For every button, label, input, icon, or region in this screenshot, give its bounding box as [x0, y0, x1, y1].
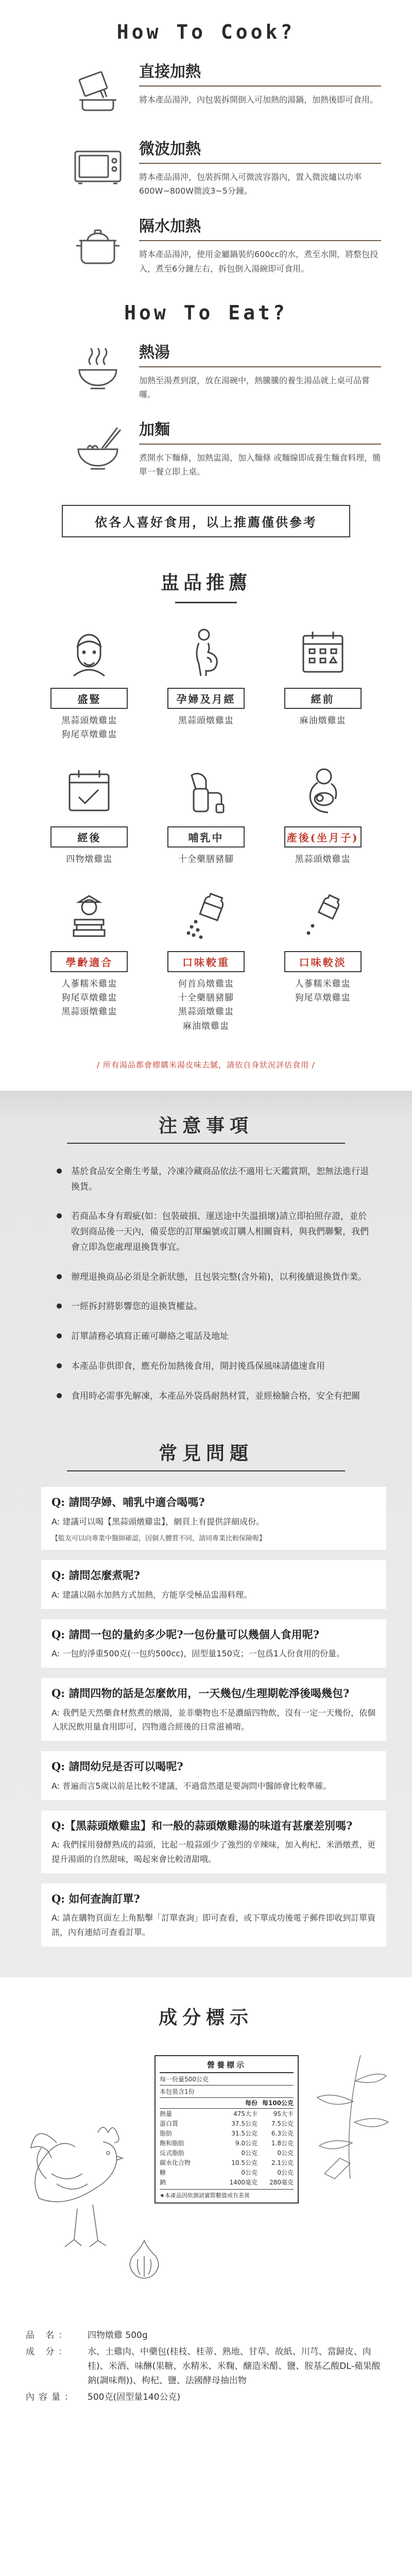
recommend-item: 黑蒜頭燉雞盅: [295, 854, 351, 865]
faq-question: Q: 請問孕婦、哺乳中適合喝嗎?: [52, 1496, 205, 1509]
recommend-items: [295, 853, 351, 867]
faq-title: 常見問題: [158, 1443, 253, 1465]
recommend-label: 產後(坐月子): [284, 826, 362, 848]
notice-item: [57, 1299, 371, 1315]
faq-item: [41, 1678, 386, 1741]
notice-text: 若商品本身有瑕疵(如：包裝破損、運送途中失溫損壞)請立即拍照存證，並於收到商品後一天內，備妥您的訂單編號或訂購人相關資料，與我們聯繫，我們會立即為您處理退換貨事宜。: [71, 1211, 369, 1252]
eat-method-hot-soup: [0, 340, 412, 401]
nutrient-name: 反式脂肪: [160, 2149, 185, 2157]
nutrition-column-header: [160, 2098, 294, 2109]
eat-method-desc: 煮開水下麵條，加熱盅湯，加入麵條 或麵線即成養生麵食料理，簡單一餐立即上桌。: [139, 453, 381, 477]
cook-method-direct: [0, 59, 412, 121]
nutrition-row: [160, 2167, 294, 2177]
cook-method-title: 直接加熱: [139, 59, 381, 87]
nutrition-row: [160, 2177, 294, 2187]
faq-note: 【監友可以向專業中醫師確認，因個人體質不同，請同專業比較保險喔】: [52, 1535, 266, 1543]
bullet-icon: [57, 1168, 62, 1174]
faq-question: Q: 請問四物的話是怎麼飲用，一天幾包/生理期乾淨後喝幾包?: [52, 1687, 350, 1700]
recommend-label: 口味較重: [167, 951, 245, 972]
cook-method-desc: 將本產品湯沖，包裝拆開入可微波容器內，置入微波爐以功率600W~800W微波3~5分鐘。: [139, 172, 362, 196]
noodle-bowl-icon: [67, 417, 129, 479]
recommend-items: [66, 853, 112, 867]
nutrient-name: 飽和脂肪: [160, 2139, 185, 2147]
info-key: 成 分：: [26, 2346, 72, 2357]
nutrient-per-serving: 475大卡: [233, 2110, 258, 2117]
salt-shaker-icon: [178, 887, 234, 944]
nutrition-area: [0, 2040, 412, 2328]
recommend-items: [178, 853, 234, 867]
elder-icon: [61, 624, 117, 681]
nutrient-per-serving: 37.5公克: [231, 2120, 258, 2127]
nutrition-footnote: ★本產品因依測試實際數值或有差異: [160, 2189, 294, 2199]
nutrient-per-serving: 1400毫克: [229, 2178, 258, 2186]
nutrient-per-100g: 6.3公克: [271, 2129, 294, 2137]
nutrient-name: 鈉: [160, 2178, 166, 2186]
hot-bowl-icon: [67, 340, 129, 401]
recommend-group: [264, 887, 381, 1033]
recommend-group: [148, 762, 265, 867]
faq-item: [41, 1751, 386, 1800]
eat-method-title: 熱湯: [139, 340, 381, 367]
recommend-item: 黑蒜頭燉雞盅: [61, 1007, 117, 1018]
nutrition-row: [160, 2148, 294, 2158]
notice-faq-panel: [0, 1091, 412, 1977]
nutrient-per-100g: 0公克: [277, 2149, 294, 2157]
recommend-items: [61, 714, 117, 742]
notice-item: [57, 1209, 371, 1255]
notice-text: 訂單請務必填寫正確可聯絡之電話及地址: [71, 1331, 229, 1342]
pregnant-icon: [178, 624, 234, 681]
notice-text: 辦理退換商品必須是全新狀態，且包裝完整(含外箱)，以利後續退換貨作業。: [71, 1272, 367, 1282]
recommend-label: 經前: [284, 688, 362, 709]
calendar-check-icon: [61, 762, 117, 819]
recommend-label: 孕婦及月經: [167, 688, 245, 709]
nutrition-facts-table: [154, 2055, 299, 2204]
recommend-item: 麻油燉雞盅: [299, 715, 346, 726]
nutrition-serving-size: [160, 2073, 294, 2086]
recommend-item: 狗尾草燉雞盅: [61, 729, 117, 740]
recommend-item: 麻油燉雞盅: [182, 1021, 229, 1031]
nutrient-per-100g: 1.8公克: [271, 2139, 294, 2147]
nutrient-per-100g: 280毫克: [269, 2178, 294, 2186]
recommend-label: 經後: [50, 826, 128, 848]
cook-method-title: 隔水加熱: [139, 213, 381, 241]
serving-size: 每一份量500公克: [160, 2075, 209, 2083]
recommend-item: 何首烏燉雞盅: [178, 979, 234, 990]
nutrient-per-100g: 0公克: [277, 2168, 294, 2176]
recommend-item: 狗尾草燉雞盅: [295, 993, 351, 1004]
cook-method-desc: 將本產品湯沖，使用金屬鍋裝約600cc的水，煮至水開，將整包投入，煮至6分鐘左右，拆包倒入湯碗即可食用。: [139, 249, 379, 274]
faq-question: Q: 請問怎麼煮呢?: [52, 1569, 140, 1582]
info-value: 500克(固型量140公克): [88, 2392, 181, 2402]
notice-item: [57, 1329, 371, 1345]
faq-item: [41, 1487, 386, 1550]
recommend-items: [300, 714, 346, 728]
nutrient-name: 熱量: [160, 2110, 173, 2117]
info-key: 品 名：: [26, 2330, 72, 2341]
nutrient-per-serving: 0公克: [241, 2168, 258, 2176]
notice-text: 基於食品安全衛生考量，冷凍冷藏商品依法不適用七天鑑賞期，恕無法進行退換貨。: [71, 1166, 369, 1192]
nutrient-name: 糖: [160, 2168, 166, 2176]
faq-answer: A: 普遍而言5歲以前是比較不建議，不過當然還是要詢問中醫師會比較準確。: [52, 1781, 332, 1791]
bullet-icon: [57, 1213, 62, 1218]
nutrition-row: [160, 2119, 294, 2128]
recommend-group: [148, 624, 265, 742]
recommend-title: 盅品推薦: [160, 571, 251, 594]
herb-illustration-icon: [304, 2050, 397, 2186]
nutrition-title: 成分標示: [158, 2006, 253, 2028]
recommend-label: 哺乳中: [167, 826, 245, 848]
microwave-icon: [67, 136, 129, 198]
notice-item: [57, 1389, 371, 1404]
nutrition-row: [160, 2128, 294, 2138]
mother-baby-icon: [295, 762, 351, 819]
cook-method-title: 微波加熱: [139, 136, 381, 164]
recommend-item: 黑蒜頭燉雞盅: [178, 715, 234, 726]
faq-question: Q:【黑蒜頭燉雞盅】和一般的蒜頭燉雞湯的味道有甚麼差別嗎?: [52, 1819, 353, 1832]
pot-pour-icon: [67, 59, 129, 121]
recommend-item: 十全藥膳豬腳: [178, 854, 234, 865]
info-row-content: [26, 2390, 386, 2404]
faq-answer: A: 建議以隔水加熱方式加熱，方能享受極品盅湯料理。: [52, 1589, 252, 1600]
calendar-icon: [295, 624, 351, 681]
nutrition-table-heading: 營養標示: [160, 2059, 294, 2073]
info-row-ingredients: [26, 2345, 386, 2388]
product-info: [0, 2328, 412, 2404]
nutrient-per-100g: 95大卡: [273, 2110, 294, 2117]
recommend-label: 口味較淡: [284, 951, 362, 972]
faq-answer: A: 建議可以喝【黑蒜頭燉雞盅】，網頁上有提供詳細成份。: [52, 1516, 265, 1527]
faq-answer: A: 一包約淨重500克(一包約500cc)，固型量150克；一包爲1人份食用的份量。: [52, 1649, 345, 1659]
recommend-grid: [0, 603, 412, 1033]
recommend-group: [148, 887, 265, 1033]
recommend-group: [31, 887, 148, 1033]
notice-item: [57, 1270, 371, 1285]
bullet-icon: [57, 1303, 62, 1309]
info-value: 水、土雞肉、中藥包(桂枝、桂蒂、熟地、甘草、故紙、川芎、當歸皮、肉桂)、米酒、味醂(果糖、水精米、米麴、醸造米醋、鹽、胺基乙酸DL-蘋果酸鈉(調味劑))、枸杞、鹽、法國酵母抽出物: [88, 2346, 381, 2386]
notice-item: [57, 1164, 371, 1195]
recommend-items: [295, 977, 351, 1005]
faq-item: [41, 1810, 386, 1873]
recommend-item: 四物燉雞盅: [66, 854, 113, 865]
nutrient-name: 脂肪: [160, 2129, 173, 2137]
info-row-name: [26, 2328, 386, 2343]
info-value: 四物燉雞 500g: [88, 2330, 148, 2341]
notice-title: 注意事項: [158, 1114, 253, 1137]
recommend-items: [178, 714, 234, 728]
faq-question: Q: 如何查詢訂單?: [52, 1892, 140, 1905]
nutrition-servings: [160, 2086, 294, 2098]
nutrition-row: [160, 2138, 294, 2148]
recommend-item: 十全藥膳豬腳: [178, 993, 234, 1004]
recommend-item: 人蔘糯米雞盅: [295, 979, 351, 990]
info-key: 內容量：: [26, 2392, 77, 2402]
faq-item: [41, 1560, 386, 1609]
recommend-group: [31, 624, 148, 742]
recommend-group: [31, 762, 148, 867]
nutrient-per-serving: 0公克: [241, 2149, 258, 2157]
faq-item: [41, 1619, 386, 1668]
recommend-item: 黑蒜頭燉雞盅: [178, 1007, 234, 1018]
bullet-icon: [57, 1363, 62, 1368]
col-per-100g: 每100公克: [262, 2099, 294, 2107]
cook-method-water-bath: [0, 213, 412, 275]
faq-question: Q: 請問一包的量約多少呢?一包份量可以幾個人食用呢?: [52, 1628, 319, 1641]
recommend-group: [264, 762, 381, 867]
faq-item: [41, 1884, 386, 1946]
notice-list: [0, 1144, 412, 1404]
faq-question: Q: 請問幼兒是否可以喝呢?: [52, 1760, 183, 1773]
faq-list: [0, 1471, 412, 1946]
bullet-icon: [57, 1333, 62, 1338]
bullet-icon: [57, 1393, 62, 1398]
serving-note-bar: 依各人喜好食用，以上推薦僅供參考: [62, 505, 350, 537]
nutrient-per-100g: 7.5公克: [271, 2120, 294, 2127]
servings-count: 本包裝含1份: [160, 2088, 195, 2095]
notice-text: 一經拆封將影響您的退換貨權益。: [71, 1301, 202, 1312]
nutrition-row: [160, 2109, 294, 2119]
nutrition-row: [160, 2158, 294, 2167]
recommend-items: [61, 977, 117, 1020]
eat-method-title: 加麵: [139, 417, 381, 445]
recommend-item: 狗尾草燉雞盅: [61, 993, 117, 1004]
faq-answer: A: 我們採用發酵熟成的蒜頭，比起一般蒜頭少了強烈的辛辣味，加入枸杞、米酒燉煮，更提升湯頭的自然甜味，喝起來會比較清甜哦。: [52, 1840, 376, 1864]
recommend-item: 黑蒜頭燉雞盅: [61, 715, 117, 726]
nutrient-name: 碳水化合物: [160, 2159, 191, 2166]
recommend-group: [264, 624, 381, 742]
recommend-label: 盛豎: [50, 688, 128, 709]
recommend-items: [178, 977, 234, 1033]
garlic-illustration-icon: [124, 2235, 165, 2284]
red-disclaimer: / 所有湯品都會標購米湯皮味去膩，請依自身狀況評估食用 /: [97, 1060, 315, 1070]
nutrient-per-serving: 10.5公克: [231, 2159, 258, 2166]
col-per-serving: 每份: [245, 2099, 258, 2107]
eat-method-noodles: [0, 417, 412, 479]
salt-light-icon: [295, 887, 351, 944]
notice-text: 食用時必需事先解凍，本產品外袋爲耐熱材質，並經檢驗合格，安全有把關: [71, 1391, 360, 1401]
faq-answer: A: 我們是天然藥食材熬煮的燉湯，並非藥物也不是濃縮四物飲，沒有一定一天幾份，依個人狀況飲用量食用即可，四物適合經後的日常滋補唷。: [52, 1707, 376, 1732]
faq-answer: A: 請在購物頁面左上角點擊「訂單查詢」即可查看，或下單成功後電子郵件即收到訂單資訊，內有連結可查看訂單。: [52, 1913, 376, 1937]
cook-method-desc: 將本產品湯沖，內包裝拆開倒入可加熱的湯鍋，加熱後即可食用。: [139, 95, 379, 105]
nutrient-name: 蛋白質: [160, 2120, 179, 2127]
how-to-cook-title: How To Cook?: [116, 21, 296, 43]
pot-icon: [67, 213, 129, 275]
nutrient-per-100g: 2.1公克: [271, 2159, 294, 2166]
nutrient-per-serving: 9.0公克: [235, 2139, 258, 2147]
how-to-eat-title: How To Eat?: [124, 301, 288, 324]
cook-method-microwave: [0, 136, 412, 198]
notice-item: [57, 1359, 371, 1375]
recommend-label: 學齡適合: [50, 951, 128, 972]
notice-text: 本產品非供即食，應充份加熱後食用，開封後爲保風味請儘速食用: [71, 1361, 325, 1371]
student-books-icon: [61, 887, 117, 944]
breast-pump-icon: [178, 762, 234, 819]
nutrient-per-serving: 31.5公克: [231, 2129, 258, 2137]
bullet-icon: [57, 1274, 62, 1279]
eat-method-desc: 加熱至湯煮到滾，放在湯碗中，熱騰騰的養生湯品就上桌可品嘗囉。: [139, 375, 370, 399]
recommend-item: 人蔘糯米雞盅: [61, 979, 117, 990]
